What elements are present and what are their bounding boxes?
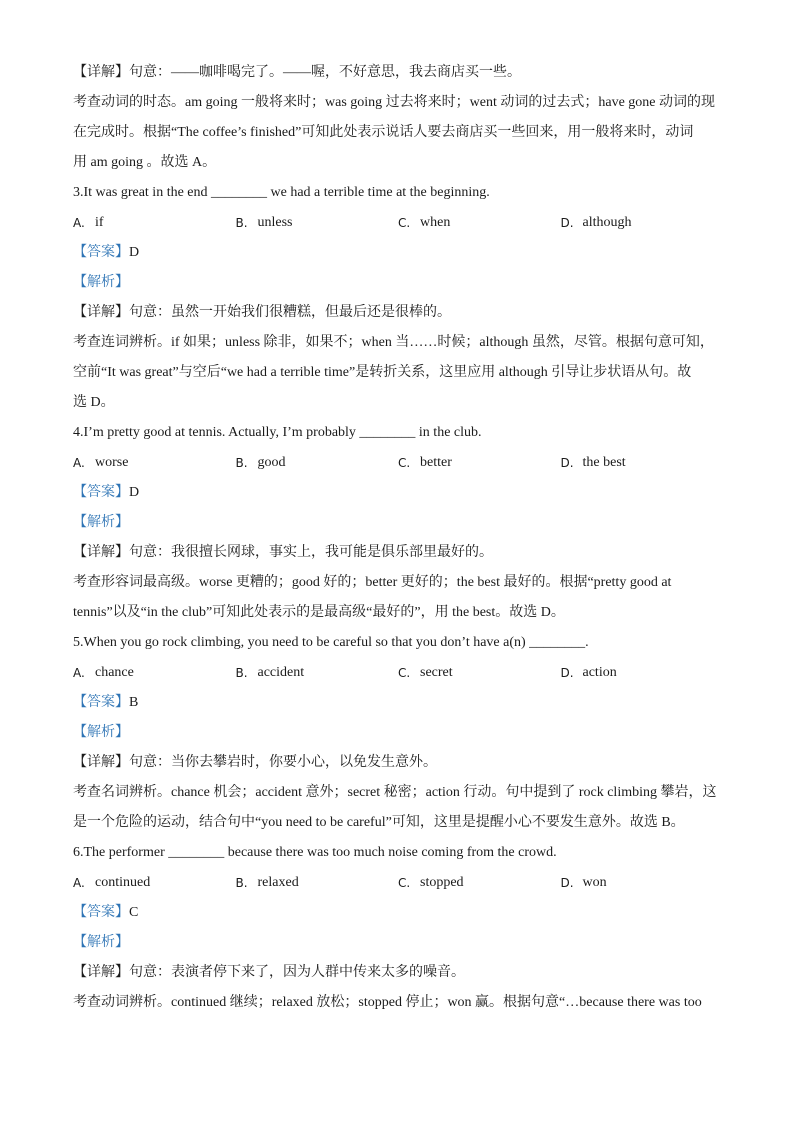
answer-value: B <box>129 695 139 710</box>
option-text: unless <box>257 215 293 230</box>
text-line: 考查动词辨析。continued 继续；relaxed 放松；stopped 停止；won 赢。根据句意“…because there was too <box>73 995 702 1010</box>
text-line: 在完成时。根据“The coffee’s finished”可知此处表示说话人要去商店买一些回来，用一般将来时，动词 <box>73 125 694 140</box>
option <box>73 448 236 478</box>
option-text: better <box>420 455 452 470</box>
option <box>73 868 236 898</box>
option <box>236 868 399 898</box>
text-line: 4.I’m pretty good at tennis. Actually, I’m probably ________ in the club. <box>73 425 482 440</box>
option-letter: C. <box>398 456 411 470</box>
option-text: worse <box>95 455 129 470</box>
text-line: 3.It was great in the end ________ we had a terrible time at the beginning. <box>73 185 490 200</box>
text-line: 用 am going 。故选 A。 <box>73 155 217 170</box>
text-line: 考查形容词最高级。worse 更糟的；good 好的；better 更好的；the best 最好的。根据“pretty good at <box>73 575 672 590</box>
option <box>561 658 724 688</box>
answer-label: 【答案】 <box>73 905 129 920</box>
answer-value: D <box>129 245 140 260</box>
option <box>398 658 561 688</box>
text-line: 是一个危险的运动，结合句中“you need to be careful”可知，这里是提醒小心不要发生意外。故选 B。 <box>73 815 685 830</box>
answer-label: 【答案】 <box>73 485 129 500</box>
text-line: 考查动词的时态。am going 一般将来时；was going 过去将来时；went 动词的过去式；have gone 动词的现 <box>73 95 716 110</box>
answer-line <box>73 478 723 508</box>
answer-value: C <box>129 905 139 920</box>
text-line: 【详解】句意：表演者停下来了，因为人群中传来太多的噪音。 <box>73 965 465 980</box>
text-line: 5.When you go rock climbing, you need to be careful so that you don’t have a(n) ________. <box>73 635 589 650</box>
answer-line <box>73 238 723 268</box>
option-text: when <box>420 215 451 230</box>
text-line: 【详解】句意：——咖啡喝完了。——喔，不好意思，我去商店买一些。 <box>73 65 521 80</box>
option <box>561 448 724 478</box>
option <box>398 448 561 478</box>
option-letter: B. <box>235 666 248 680</box>
option-text: secret <box>420 665 453 680</box>
option <box>398 868 561 898</box>
option-text: continued <box>95 875 151 890</box>
text-line: 考查连词辨析。if 如果；unless 除非，如果不；when 当……时候；although 虽然，尽管。根据句意可知， <box>73 335 714 350</box>
text-line: 选 D。 <box>73 395 115 410</box>
text-line: 空前“It was great”与空后“we had a terrible time”是转折关系，这里应用 although 引导让步状语从句。故 <box>73 365 692 380</box>
option-letter: C. <box>398 216 411 230</box>
option <box>236 208 399 238</box>
option-text: stopped <box>420 875 464 890</box>
answer-value: D <box>129 485 140 500</box>
option <box>73 658 236 688</box>
option <box>561 868 724 898</box>
text-line: 6.The performer ________ because there was too much noise coming from the crowd. <box>73 845 557 860</box>
option-letter: B. <box>235 456 248 470</box>
text-line: 【详解】句意：虽然一开始我们很糟糕，但最后还是很棒的。 <box>73 305 451 320</box>
answer-line <box>73 898 723 928</box>
text-line: 考查名词辨析。chance 机会；accident 意外；secret 秘密；action 行动。句中提到了 rock climbing 攀岩，这 <box>73 785 717 800</box>
option-letter: A. <box>73 216 85 230</box>
option-letter: C. <box>398 876 411 890</box>
text-line: 【详解】句意：我很擅长网球，事实上，我可能是俱乐部里最好的。 <box>73 545 493 560</box>
option-letter: A. <box>73 666 85 680</box>
options-row <box>73 208 723 238</box>
option-text: won <box>582 875 607 890</box>
options-row <box>73 658 723 688</box>
option <box>561 208 724 238</box>
option <box>236 448 399 478</box>
option-letter: A. <box>73 456 85 470</box>
analysis-label: 【解析】 <box>73 935 129 950</box>
answer-label: 【答案】 <box>73 245 129 260</box>
option-letter: D. <box>560 666 574 680</box>
option <box>236 658 399 688</box>
option <box>398 208 561 238</box>
text-line: 【详解】句意：当你去攀岩时，你要小心，以免发生意外。 <box>73 755 437 770</box>
option-text: relaxed <box>257 875 299 890</box>
options-row <box>73 868 723 898</box>
text-line: tennis”以及“in the club”可知此处表示的是最高级“最好的”，用 the best。故选 D。 <box>73 605 565 620</box>
option-letter: D. <box>560 456 574 470</box>
options-row <box>73 448 723 478</box>
option <box>73 208 236 238</box>
option-text: chance <box>95 665 134 680</box>
option-text: if <box>95 215 104 230</box>
option-text: action <box>582 665 617 680</box>
option-text: accident <box>257 665 305 680</box>
option-text: although <box>582 215 632 230</box>
option-text: good <box>257 455 286 470</box>
option-letter: D. <box>560 216 574 230</box>
option-text: the best <box>582 455 626 470</box>
answer-line <box>73 688 723 718</box>
analysis-label: 【解析】 <box>73 515 129 530</box>
option-letter: B. <box>235 876 248 890</box>
analysis-label: 【解析】 <box>73 275 129 290</box>
option-letter: C. <box>398 666 411 680</box>
option-letter: D. <box>560 876 574 890</box>
analysis-label: 【解析】 <box>73 725 129 740</box>
answer-label: 【答案】 <box>73 695 129 710</box>
option-letter: B. <box>235 216 248 230</box>
option-letter: A. <box>73 876 85 890</box>
document-page <box>73 58 723 1018</box>
